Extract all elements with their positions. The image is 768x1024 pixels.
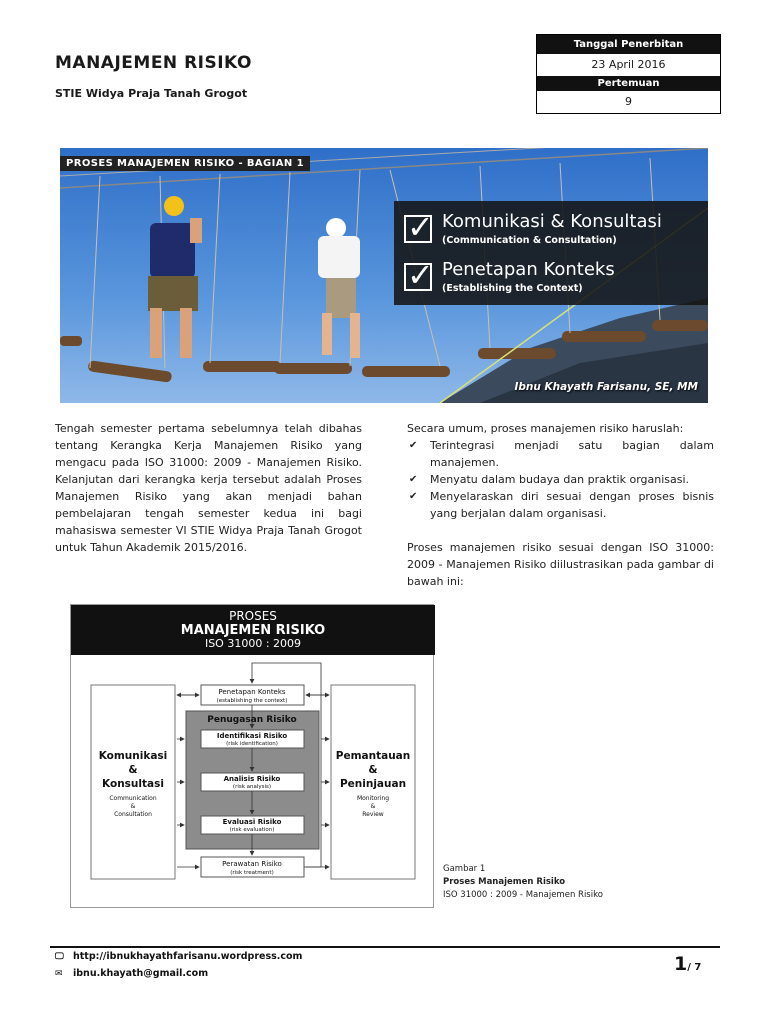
page-number	[674, 953, 701, 975]
identification-sub: (risk identification)	[226, 741, 278, 747]
footer-email	[55, 968, 208, 979]
requirements-intro: Secara umum, proses manajemen risiko haruslah:	[407, 422, 684, 435]
requirements-column	[407, 420, 714, 590]
context-sub: (establishing the context)	[216, 698, 288, 704]
list-item	[407, 471, 714, 488]
communication-label-1: Komunikasi	[98, 750, 168, 762]
diagram-header	[71, 605, 435, 655]
caption-source: ISO 31000 : 2009 - Manajemen Risiko	[443, 890, 603, 900]
hero-author: Ibnu Khayath Farisanu, SE, MM	[514, 381, 698, 393]
page-current: 1	[674, 953, 688, 975]
identification-title: Identifikasi Risiko	[216, 732, 288, 740]
document-title: MANAJEMEN RISIKO	[55, 53, 252, 73]
context-title: Penetapan Konteks	[218, 688, 286, 696]
checkbox-icon	[404, 215, 432, 243]
document-subtitle: STIE Widya Praja Tanah Grogot	[55, 87, 248, 100]
footer-website	[55, 951, 302, 962]
hero-topic-subtitle: (Communication & Consultation)	[442, 235, 617, 246]
hero-banner	[60, 148, 708, 403]
date-value: 23 April 2016	[591, 58, 666, 71]
page-total: / 7	[687, 962, 702, 973]
check-icon: ✔	[409, 474, 418, 485]
monitoring-label-2: &	[368, 764, 378, 776]
list-item-text: Terintegrasi menjadi satu bagian dalam manajemen.	[430, 439, 714, 469]
hero-topic-title: Penetapan Konteks	[442, 259, 615, 280]
publication-meta-box	[536, 34, 721, 114]
assessment-title: Penugasan Risiko	[207, 715, 297, 725]
meeting-value: 9	[625, 95, 632, 108]
evaluation-sub: (risk evaluation)	[229, 827, 275, 833]
monitoring-label-3: Peninjauan	[339, 778, 407, 790]
list-item-text: Menyatu dalam budaya dan praktik organisasi.	[430, 473, 690, 486]
date-label: Tanggal Penerbitan	[537, 35, 720, 54]
monitoring-sub-3: Review	[362, 811, 384, 818]
email-link[interactable]: ibnu.khayath@gmail.com	[73, 968, 209, 979]
treatment-title: Perawatan Risiko	[222, 860, 282, 868]
meeting-label: Pertemuan	[537, 76, 720, 91]
communication-label-3: Konsultasi	[102, 778, 164, 790]
hero-topic-title: Komunikasi & Konsultasi	[442, 211, 662, 232]
monitoring-sub-2: &	[370, 803, 376, 810]
monitoring-sub-1: Monitoring	[356, 795, 390, 802]
figure-caption	[443, 863, 603, 902]
hero-topics-panel	[394, 201, 708, 305]
caption-title: Proses Manajemen Risiko	[443, 877, 566, 887]
hero-label: PROSES MANAJEMEN RISIKO - BAGIAN 1	[60, 156, 310, 171]
list-item	[407, 488, 714, 522]
process-diagram	[70, 604, 434, 908]
diagram-header-line2: MANAJEMEN RISIKO	[180, 623, 326, 638]
communication-sub-1: Communication	[109, 795, 157, 802]
figure-intro-paragraph: Proses manajemen risiko sesuai dengan ISO 31000: 2009 - Manajemen Risiko diilustrasikan pada gambar di bawah ini:	[407, 541, 714, 588]
list-item-text: Menyelaraskan diri sesuai dengan proses bisnis yang berjalan dalam organisasi.	[430, 490, 714, 520]
diagram-header-line1: PROSES	[229, 609, 277, 623]
list-item	[407, 437, 714, 471]
website-link[interactable]: http://ibnukhayathfarisanu.wordpress.com	[73, 951, 303, 962]
communication-sub-3: Consultation	[114, 811, 152, 818]
checkbox-icon	[404, 263, 432, 291]
communication-sub-2: &	[130, 803, 136, 810]
caption-number: Gambar 1	[443, 864, 486, 874]
check-icon: ✔	[409, 491, 418, 502]
analysis-sub: (risk analysis)	[232, 784, 272, 790]
monitor-icon: 🖵	[55, 952, 64, 962]
treatment-sub: (risk treatment)	[230, 870, 274, 876]
envelope-icon: ✉	[55, 969, 63, 979]
diagram-body	[71, 655, 435, 909]
diagram-header-line3: ISO 31000 : 2009	[204, 637, 302, 650]
footer-divider	[50, 946, 720, 948]
requirements-list	[407, 437, 714, 522]
analysis-title: Analisis Risiko	[223, 775, 281, 783]
intro-paragraph: Tengah semester pertama sebelumnya telah dibahas tentang Kerangka Kerja Manajemen Risiko yang mengacu pada ISO 31000: 2009 - Manajemen Risiko. Kelanjutan dari kerangka kerja tersebut adalah Proses Manajemen Risiko yang akan menjadi bahan pembelajaran tengah semester kedua ini bagi mahasiswa semester VI STIE Widya Praja Tanah Grogot untuk Tahun Akademik 2015/2016.	[55, 422, 362, 554]
evaluation-title: Evaluasi Risiko	[222, 818, 282, 826]
communication-label-2: &	[128, 764, 138, 776]
check-icon: ✔	[409, 440, 418, 451]
monitoring-label-1: Pemantauan	[335, 750, 411, 762]
hero-topic-subtitle: (Establishing the Context)	[442, 283, 583, 294]
